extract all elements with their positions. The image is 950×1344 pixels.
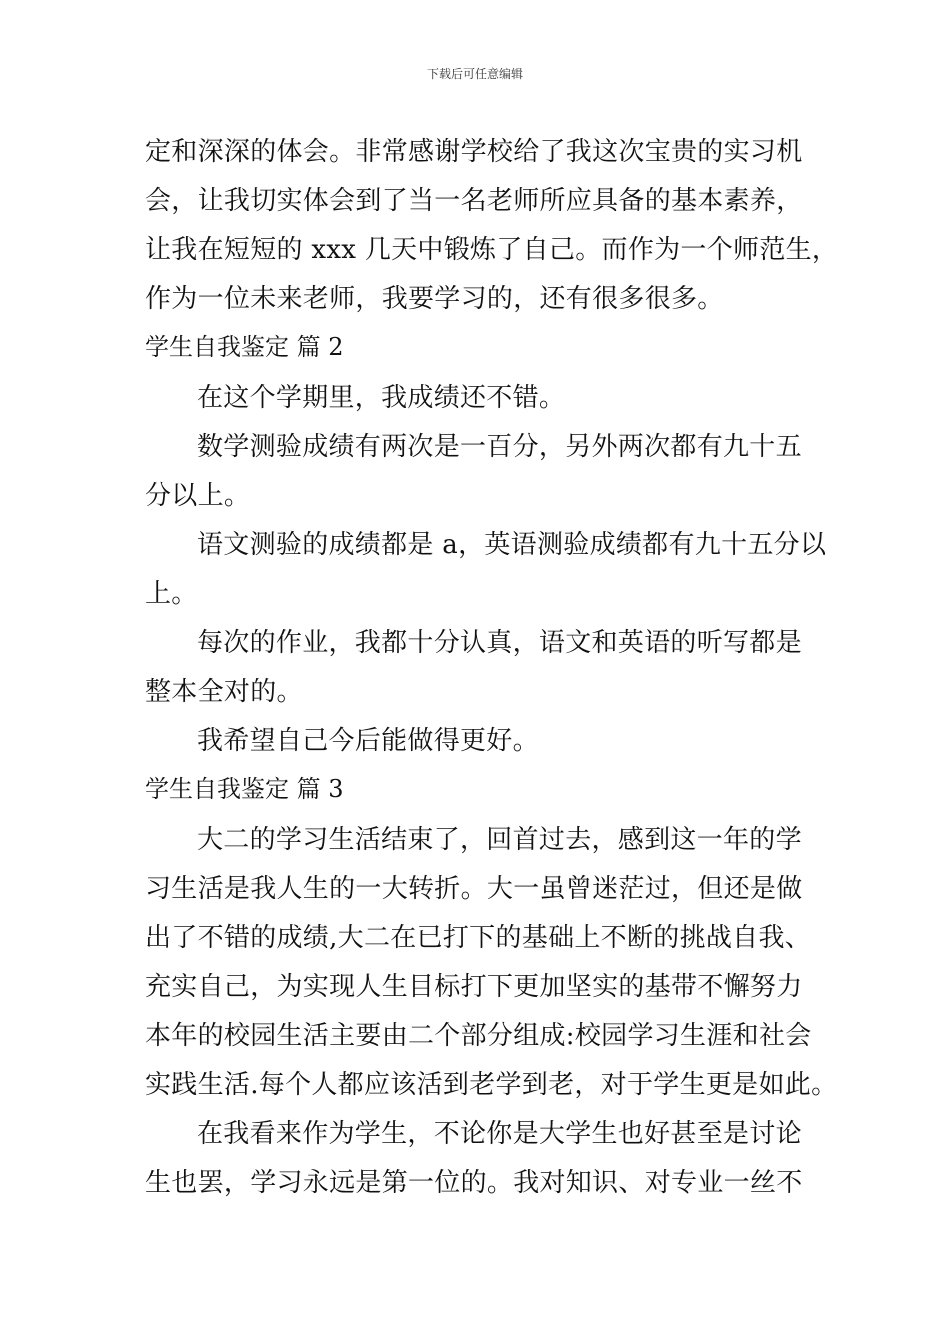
text-line: 实践生活.每个人都应该活到老学到老，对于学生更是如此。: [145, 1070, 838, 1100]
text-line: 本年的校园生活主要由二个部分组成:校园学习生涯和社会: [145, 1021, 812, 1051]
text-line: 让我在短短的 xxx 几天中锻炼了自己。而作为一个师范生，: [145, 235, 839, 265]
document-body: [145, 128, 839, 1208]
text-line: 生也罢，学习永远是第一位的。我对知识、对专业一丝不: [145, 1168, 803, 1198]
text-line: 习生活是我人生的一大转折。大一虽曾迷茫过，但还是做: [145, 874, 803, 904]
section-2: [145, 374, 827, 766]
text-line: 会，让我切实体会到了当一名老师所应具备的基本素养，: [145, 186, 803, 216]
text-line: 出了不错的成绩,大二在已打下的基础上不断的挑战自我、: [145, 923, 812, 953]
section-heading-3: 学生自我鉴定 篇 3: [145, 775, 344, 803]
paragraph-continued: [145, 128, 839, 324]
text-line: 每次的作业，我都十分认真，语文和英语的听写都是: [197, 628, 802, 658]
text-line: 数学测验成绩有两次是一百分，另外两次都有九十五: [197, 432, 802, 462]
section-3: [145, 816, 838, 1208]
section-heading-2: 学生自我鉴定 篇 2: [145, 333, 344, 361]
text-line: 在我看来作为学生，不论你是大学生也好甚至是讨论: [197, 1119, 802, 1149]
text-line: 语文测验的成绩都是 a，英语测验成绩都有九十五分以: [197, 530, 827, 560]
text-line: 作为一位未来老师，我要学习的，还有很多很多。: [145, 284, 724, 314]
text-line: 定和深深的体会。非常感谢学校给了我这次宝贵的实习机: [145, 137, 803, 167]
text-line: 上。: [145, 579, 198, 609]
text-line: 分以上。: [145, 481, 251, 511]
text-line: 我希望自己今后能做得更好。: [197, 726, 539, 756]
text-line: 整本全对的。: [145, 677, 303, 707]
page-header: 下载后可任意编辑: [426, 67, 523, 81]
text-line: 大二的学习生活结束了，回首过去，感到这一年的学: [197, 825, 802, 855]
text-line: 在这个学期里，我成绩还不错。: [197, 383, 566, 413]
text-line: 充实自己，为实现人生目标打下更加坚实的基带不懈努力: [145, 972, 803, 1002]
